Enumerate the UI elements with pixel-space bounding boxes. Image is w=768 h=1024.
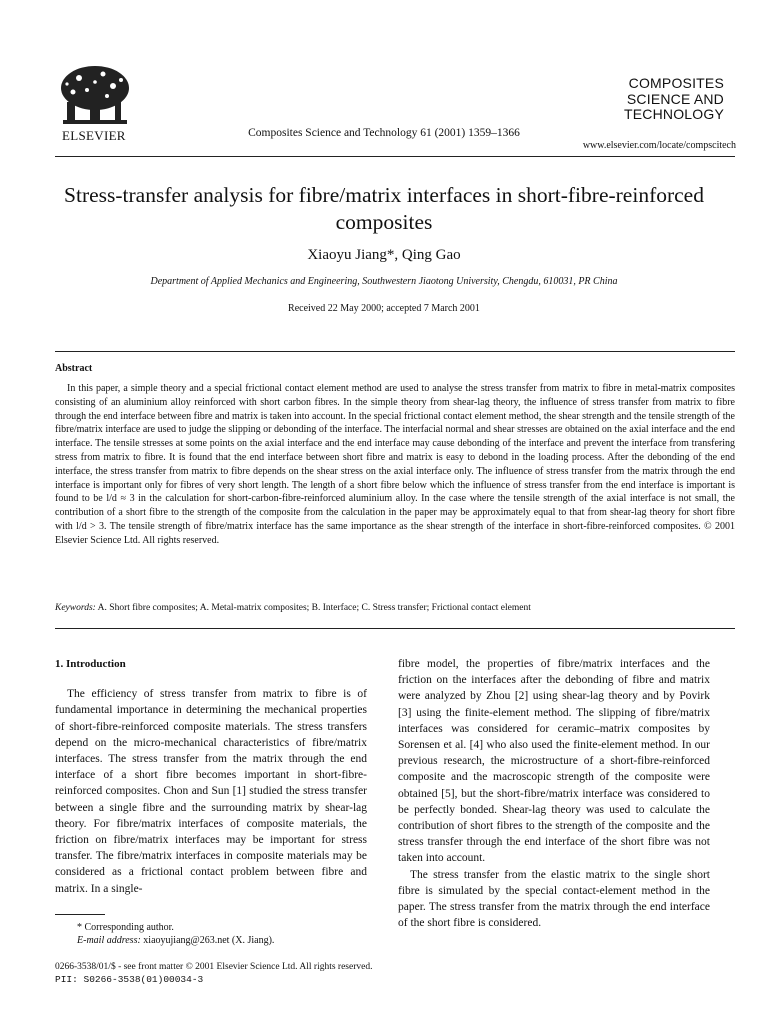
journal-brand-line: COMPOSITES (628, 75, 724, 91)
abstract-heading: Abstract (55, 363, 93, 374)
received-dates: Received 22 May 2000; accepted 7 March 2001 (288, 303, 480, 314)
corresponding-author-note: * Corresponding author. (77, 922, 174, 933)
journal-reference: Composites Science and Technology 61 (2001) 1359–1366 (248, 127, 520, 139)
keywords-label: Keywords: (55, 603, 96, 613)
left-column (55, 656, 367, 897)
elsevier-tree-logo (55, 62, 135, 130)
journal-url-link[interactable]: www.elsevier.com/locate/compscitech (582, 140, 736, 151)
article-title: Stress-transfer analysis for fibre/matrix interfaces in short-fibre-reinforced composites (64, 183, 704, 234)
abstract-divider-top (55, 351, 735, 352)
pii-identifier: PII: S0266-3538(01)00034-3 (55, 974, 204, 985)
author-email-link[interactable]: xiaoyujiang@263.net (X. Jiang). (143, 935, 275, 946)
body-paragraph: fibre model, the properties of fibre/matrix interfaces and the friction on the interfaces after the debonding of fibre and matrix were analyzed by Zhou [2] using shear-lag theory and by Povirk [3] using the finite-element method. The slipping of fibre/matrix interfaces was considered for ceramic–matrix composites by Sorensen et al. [4] who also used the finite-element method. In our previous research, the microstructure of a short-fibre-reinforced composite and the macroscopic strength of the composite were obtained [5], but the short-fibre/matrix interface was considered to be perfectly bonded. Shear-lag theory was used to calculate the contribution of short fibres to the strength of the composite and the stress transfer through the end interface of the short fibre was not taken into account. (398, 658, 710, 865)
abstract-body: In this paper, a simple theory and a special frictional contact element method are used to analyse the stress transfer from matrix to fibre in metal-matrix composites consisting of an aluminium alloy reinforced with short carbon fibres. In the simple theory from shear-lag theory, the influence of stress transfer from matrix to fibre through the end interface between fibre and matrix is taken into account. In the special frictional contact element method, the shear strength and the tensile strength of the fibre/matrix interface are used to judge the slipping or debonding of the interface. The interfacial normal and shear stresses are obtained on the axial interface and the end interface. The tensile stresses at some points on the axial interface and the end interface may cause debonding of the interface and prevent the interface from transfering stress from matrix to fibre. It is found that the end interface between short fibre and matrix is easy to debond in the loading process. After the debonding of the end interface, the stress transfer from matrix to fibre depends on the shear stress on the axial interface only. The influence of stress transfer from the matrix through the end interface is important only for fibres of very short length. The length of a short fibre below which the influence of stress transfer from the end interface is important is found to be l/d ≈ 3 in the calculation for short-carbon-fibre-reinforced aluminium alloy. In the case where the tensile strength of the axial interface is not small, the contribution of a short fibre to the strength of the composite from the calculation in the paper may be approximately equal to that from shear-lag theory for short fibre with l/d > 3. The tensile strength of fibre/matrix interface has the same importance as the shear strength of the interface in short-fibre-reinforced composites. © 2001 Elsevier Science Ltd. All rights reserved. (55, 383, 735, 546)
journal-brand-line: SCIENCE AND (626, 90, 724, 107)
author-affiliation: Department of Applied Mechanics and Engineering, Southwestern Jiaotong University, Chengdu, 610031, PR China (150, 276, 618, 287)
footnote-divider (55, 914, 105, 915)
article-authors: Xiaoyu Jiang*, Qing Gao (307, 247, 461, 263)
journal-brand-line: TECHNOLOGY (623, 106, 724, 122)
keywords-list: A. Short fibre composites; A. Metal-matrix composites; B. Interface; C. Stress transfer; Frictional contact element (97, 603, 531, 613)
body-paragraph: The efficiency of stress transfer from matrix to fibre is of fundamental importance in determining the mechanical properties of short-fibre-reinforced composite materials. The stress transfers depend on the micro-mechanical characteristics of fibre/matrix interfaces. The stress transfer from the matrix through the end interface of a short fibre becomes important in short-fibre-reinforced composites. Chon and Sun [1] studied the stress transfer between a single fibre and the surrounding matrix by shear-lag theory. For fibre/matrix interfaces of composite materials, the friction on fibre/matrix interfaces may be important for stress transfer. The fibre/matrix interfaces in composite materials may be considered as a frictional contact problem between fibre and matrix. In a single- (55, 688, 367, 895)
keywords (55, 603, 735, 613)
copyright-notice: 0266-3538/01/$ - see front matter © 2001 Elsevier Science Ltd. All rights reserved. (55, 962, 373, 972)
footnote (55, 921, 274, 947)
email-label: E-mail address: (77, 935, 141, 946)
publisher-name: ELSEVIER (62, 128, 126, 143)
author-email-line (55, 934, 274, 947)
abstract-divider-bottom (55, 628, 735, 629)
body-paragraph: The stress transfer from the elastic matrix to the single short fibre is simulated by the special contact-element method in the paper. The stress transfer from the matrix through the end interface of the short fibre is considered. (398, 868, 710, 930)
header-divider (55, 156, 735, 157)
right-column (398, 656, 710, 931)
section-heading-introduction: 1. Introduction (55, 658, 126, 670)
journal-brand (578, 76, 724, 123)
